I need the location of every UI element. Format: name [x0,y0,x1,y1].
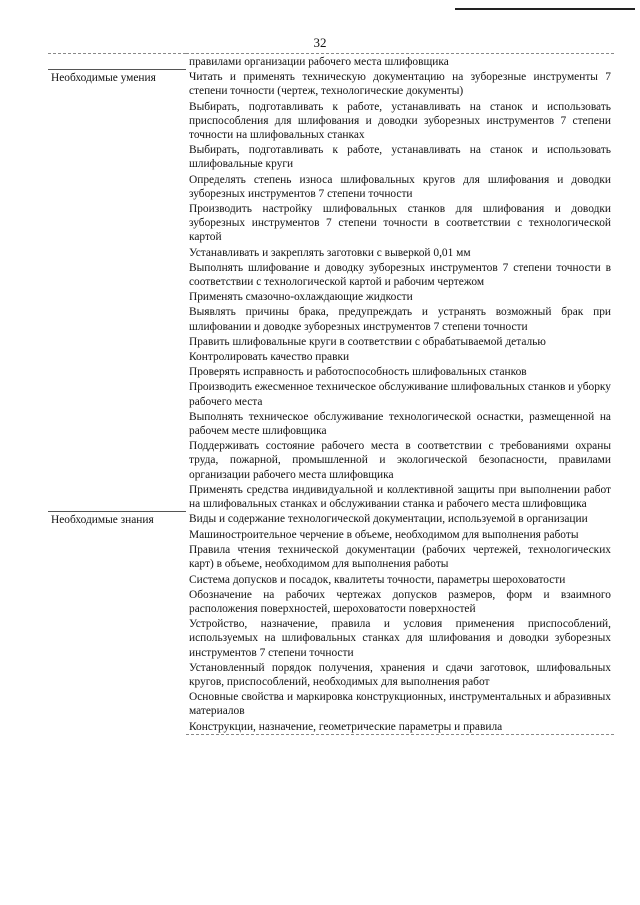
section-label-empty [48,379,186,408]
requirement-item: Применять средства индивидуальной и коллективной защиты при выполнении работ на шлифовальных станках и обслуживании станка и рабочего места шлифовщика [189,483,611,511]
section-label-empty [48,172,186,201]
requirement-item: Выявлять причины брака, предупреждать и устранять возможный брак при шлифовании и доводке зуборезных инструментов 7 степени точности [189,306,611,333]
section-label-empty [48,245,186,260]
requirement-item: Выбирать, подготавливать к работе, устанавливать на станок и использовать шлифовальные круги [189,144,611,171]
requirement-item: Поддерживать состояние рабочего места в соответствии с требованиями охраны труда, пожарной, промышленной и экологической безопасности, правилами организации рабочего места шлифовщика [189,440,611,481]
requirement-item: Система допусков и посадок, квалитеты точности, параметры шероховатости [189,573,566,586]
requirement-item: Выбирать, подготавливать к работе, устанавливать на станок и использовать приспособления для шлифования и доводки зуборезных инструментов 7 степени точности на шлифовальных станках [189,100,611,142]
requirement-item: Править шлифовальные круги в соответствии с обрабатываемой деталью [189,335,546,348]
section-label-empty [48,616,186,660]
requirement-item: Конструкции, назначение, геометрические параметры и правила [186,719,614,735]
section-label-empty [48,719,186,735]
table-row [48,511,614,527]
table-row [48,572,614,587]
requirement-item: Устанавливать и закреплять заготовки с выверкой 0,01 мм [189,246,471,259]
section-label-empty [48,660,186,689]
requirement-item: Выполнять техническое обслуживание технологической оснастки, размещенной на рабочем месте шлифовщика [189,410,611,438]
section-label-empty [48,99,186,143]
requirement-item: Применять смазочно-охлаждающие жидкости [189,291,413,304]
table-row [48,409,614,438]
section-label: Необходимые знания [48,511,186,527]
section-label-empty [48,289,186,304]
table-row [48,527,614,542]
section-label-empty [48,304,186,333]
section-label: Необходимые умения [48,69,186,98]
requirement-item: Читать и применять техническую документацию на зуборезные инструменты 7 степени точности (чертеж, технологические документы) [189,71,611,98]
requirement-item: Производить настройку шлифовальных станков для шлифования и доводки зуборезных инструментов 7 степени точности в соответствии с технологической картой [189,203,611,244]
table-row [48,304,614,333]
section-label-empty [48,527,186,542]
requirement-item: правилами организации рабочего места шлифовщика [186,54,614,70]
table-row [48,364,614,379]
requirement-item: Определять степень износа шлифовальных кругов для шлифования и доводки зуборезных инструментов 7 степени точности [189,173,611,200]
requirement-item: Обозначение на рабочих чертежах допусков размеров, форм и взаимного расположения поверхностей, шероховатости поверхностей [189,588,611,616]
table-row [48,245,614,260]
section-label-empty [48,142,186,171]
table-row [48,587,614,616]
table-row [48,54,614,70]
requirement-item: Виды и содержание технологической документации, используемой в организации [189,513,588,526]
section-label-empty [48,364,186,379]
section-label-empty [48,260,186,289]
section-label-empty [48,201,186,245]
table-row [48,69,614,98]
requirement-item: Правила чтения технической документации (рабочих чертежей, технологических карт) в объеме, необходимом для выполнения работы [189,544,611,571]
table-row [48,289,614,304]
table-row [48,99,614,143]
section-label-empty [48,542,186,571]
top-rule [455,8,635,10]
section-label-empty [48,482,186,511]
table-row [48,438,614,482]
page-number: 32 [313,35,327,50]
requirement-item: Проверять исправность и работоспособность шлифовальных станков [189,366,527,379]
section-label-empty [48,438,186,482]
table-row [48,260,614,289]
table-row [48,201,614,245]
requirement-item: Производить ежесменное техническое обслуживание шлифовальных станков и уборку рабочего места [189,381,611,408]
requirement-item: Установленный порядок получения, хранения и сдачи заготовок, шлифовальных кругов, приспособлений, необходимых для выполнения работ [189,661,611,689]
section-label-empty [48,54,186,70]
requirement-item: Основные свойства и маркировка конструкционных, инструментальных и абразивных материалов [189,691,611,718]
requirement-item: Выполнять шлифование и доводку зуборезных инструментов 7 степени точности в соответствии с технологической картой и рабочим чертежом [189,261,611,289]
table-row [48,379,614,408]
table-row [48,542,614,571]
table-row [48,334,614,349]
table-body [48,54,614,735]
requirements-table [48,53,614,735]
table-row [48,689,614,718]
table-row [48,172,614,201]
section-label-empty [48,409,186,438]
section-label-empty [48,587,186,616]
table-row [48,719,614,735]
table-row [48,660,614,689]
table-row [48,142,614,171]
section-label-empty [48,349,186,364]
table-row [48,349,614,364]
table-row [48,616,614,660]
section-label-empty [48,334,186,349]
requirement-item: Машиностроительное черчение в объеме, необходимом для выполнения работы [189,529,579,541]
requirement-item: Контролировать качество правки [189,351,350,364]
section-label-empty [48,689,186,718]
section-label-empty [48,572,186,587]
requirement-item: Устройство, назначение, правила и условия применения приспособлений, используемых на шлифовальных станках для шлифования и доводки зуборезных инструментов 7 степени точности [189,618,611,659]
table-row [48,482,614,511]
